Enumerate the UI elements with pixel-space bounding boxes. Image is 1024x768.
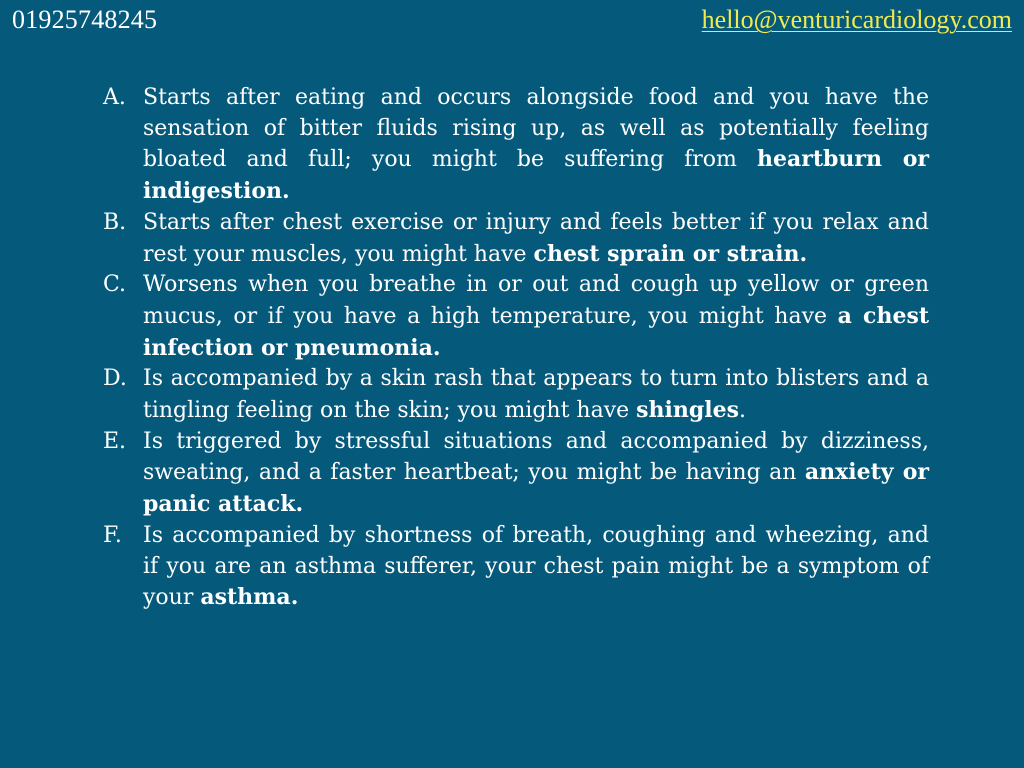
list-marker: C. bbox=[103, 272, 127, 298]
list-item-a bbox=[103, 83, 929, 208]
list-item-d bbox=[103, 364, 929, 426]
list-marker: E. bbox=[103, 428, 127, 454]
list-item-text: Is accompanied by a skin rash that appears to turn into blisters and a tingling feeling on the skin; you might have shingles. bbox=[143, 366, 929, 424]
list-item-text: Is triggered by stressful situations and accompanied by dizziness, sweating, and a faster heartbeat; you might be having an anxiety or panic attack. bbox=[143, 428, 929, 518]
email-link[interactable]: hello@venturicardiology.com bbox=[701, 5, 1012, 34]
list-marker: F. bbox=[103, 522, 122, 548]
condition-name: chest sprain or strain. bbox=[533, 240, 808, 267]
list-item-f bbox=[103, 521, 929, 614]
list-marker: A. bbox=[103, 85, 126, 110]
list-item-text: Worsens when you breathe in or out and cough up yellow or green mucus, or if you have a high temperature, you might have a chest infection or pneumonia. bbox=[143, 272, 929, 361]
condition-name: a chest infection or pneumonia. bbox=[143, 302, 929, 361]
list-item-c bbox=[103, 270, 929, 364]
list-item-text: Starts after eating and occurs alongside food and you have the sensation of bitter fluids rising up, as well as potentially feeling bloated and full; you might be suffering from heartburn or indigestion. bbox=[143, 85, 929, 205]
condition-name: anxiety or panic attack. bbox=[143, 459, 929, 518]
condition-name: asthma. bbox=[200, 584, 299, 611]
list-item-text: Is accompanied by shortness of breath, coughing and wheezing, and if you are an asthma sufferer, your chest pain might be a symptom of your asthma. bbox=[143, 522, 929, 611]
list-marker: B. bbox=[103, 209, 127, 235]
list-marker: D. bbox=[103, 366, 127, 392]
phone-number: 01925748245 bbox=[12, 5, 158, 34]
condition-name: heartburn or indigestion. bbox=[143, 146, 929, 205]
condition-name: shingles bbox=[636, 397, 740, 424]
list-item-b bbox=[103, 208, 929, 270]
list-item-text: Starts after chest exercise or injury and feels better if you relax and rest your muscles, you might have chest sprain or strain. bbox=[143, 209, 929, 267]
list-item-e bbox=[103, 427, 929, 521]
symptom-list bbox=[103, 83, 929, 614]
